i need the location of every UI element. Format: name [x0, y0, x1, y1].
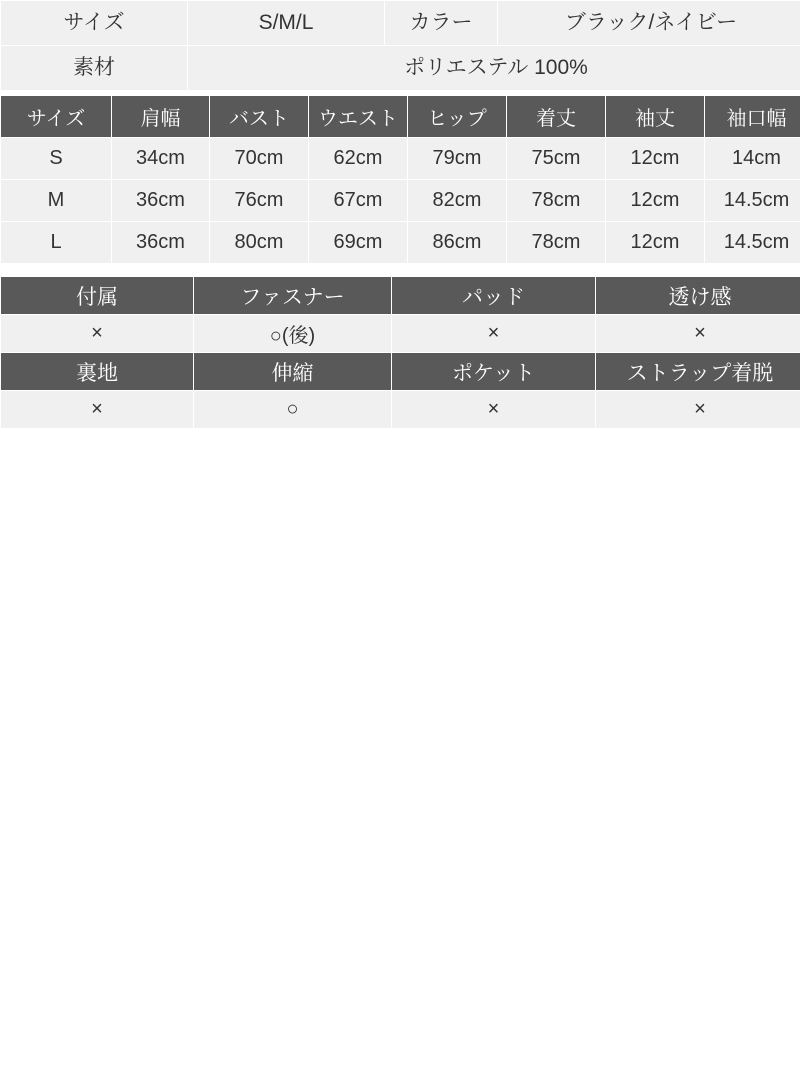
size-label-cell: サイズ — [1, 1, 188, 46]
col-header-cuff: 袖口幅 — [705, 96, 800, 138]
cell-l-hip: 86cm — [408, 222, 507, 264]
attr-value-zipper: ○(後) — [194, 315, 392, 353]
table-header-row — [1, 96, 800, 138]
cell-s-cuff: 14cm — [705, 138, 800, 180]
cell-l-length: 78cm — [507, 222, 606, 264]
attr-value-lining: × — [1, 391, 194, 429]
color-label-cell: カラー — [385, 1, 498, 46]
size-measurement-table — [0, 95, 800, 264]
cell-s-shoulder: 34cm — [112, 138, 210, 180]
table-row — [1, 391, 800, 429]
table-row — [1, 180, 800, 222]
cell-s-waist: 62cm — [309, 138, 408, 180]
attr-value-stretch: ○ — [194, 391, 392, 429]
col-header-length: 着丈 — [507, 96, 606, 138]
cell-m-waist: 67cm — [309, 180, 408, 222]
cell-l-waist: 69cm — [309, 222, 408, 264]
cell-l-bust: 80cm — [210, 222, 309, 264]
cell-s-length: 75cm — [507, 138, 606, 180]
cell-s-bust: 70cm — [210, 138, 309, 180]
attr-value-pad: × — [392, 315, 596, 353]
attr-header-lining: 裏地 — [1, 353, 194, 391]
cell-m-length: 78cm — [507, 180, 606, 222]
cell-size-m: M — [1, 180, 112, 222]
col-header-hip: ヒップ — [408, 96, 507, 138]
table-row — [1, 222, 800, 264]
size-value-cell: S/M/L — [188, 1, 385, 46]
attr-value-strap-detach: × — [596, 391, 800, 429]
attr-header-sheerness: 透け感 — [596, 277, 800, 315]
attr-header-strap-detach: ストラップ着脱 — [596, 353, 800, 391]
col-header-bust: バスト — [210, 96, 309, 138]
attr-value-accessory: × — [1, 315, 194, 353]
table-row — [1, 1, 800, 46]
attr-header-pad: パッド — [392, 277, 596, 315]
col-header-size: サイズ — [1, 96, 112, 138]
attr-value-sheerness: × — [596, 315, 800, 353]
attr-header-pocket: ポケット — [392, 353, 596, 391]
cell-s-sleeve: 12cm — [606, 138, 705, 180]
material-value-cell: ポリエステル 100% — [188, 46, 800, 91]
cell-size-l: L — [1, 222, 112, 264]
attr-header-zipper: ファスナー — [194, 277, 392, 315]
cell-size-s: S — [1, 138, 112, 180]
cell-l-shoulder: 36cm — [112, 222, 210, 264]
table-row — [1, 315, 800, 353]
cell-l-sleeve: 12cm — [606, 222, 705, 264]
table-header-row — [1, 353, 800, 391]
cell-m-bust: 76cm — [210, 180, 309, 222]
cell-m-cuff: 14.5cm — [705, 180, 800, 222]
attr-header-stretch: 伸縮 — [194, 353, 392, 391]
material-label-cell: 素材 — [1, 46, 188, 91]
attribute-table — [0, 276, 800, 429]
table-row — [1, 138, 800, 180]
cell-m-shoulder: 36cm — [112, 180, 210, 222]
table-row — [1, 46, 800, 91]
col-header-shoulder: 肩幅 — [112, 96, 210, 138]
cell-m-sleeve: 12cm — [606, 180, 705, 222]
color-value-cell: ブラック/ネイビー — [498, 1, 800, 46]
cell-m-hip: 82cm — [408, 180, 507, 222]
header-spec-table — [0, 0, 800, 91]
col-header-waist: ウエスト — [309, 96, 408, 138]
cell-s-hip: 79cm — [408, 138, 507, 180]
attr-value-pocket: × — [392, 391, 596, 429]
cell-l-cuff: 14.5cm — [705, 222, 800, 264]
attr-header-accessory: 付属 — [1, 277, 194, 315]
col-header-sleeve: 袖丈 — [606, 96, 705, 138]
table-header-row — [1, 277, 800, 315]
bottom-spacer — [0, 429, 800, 439]
